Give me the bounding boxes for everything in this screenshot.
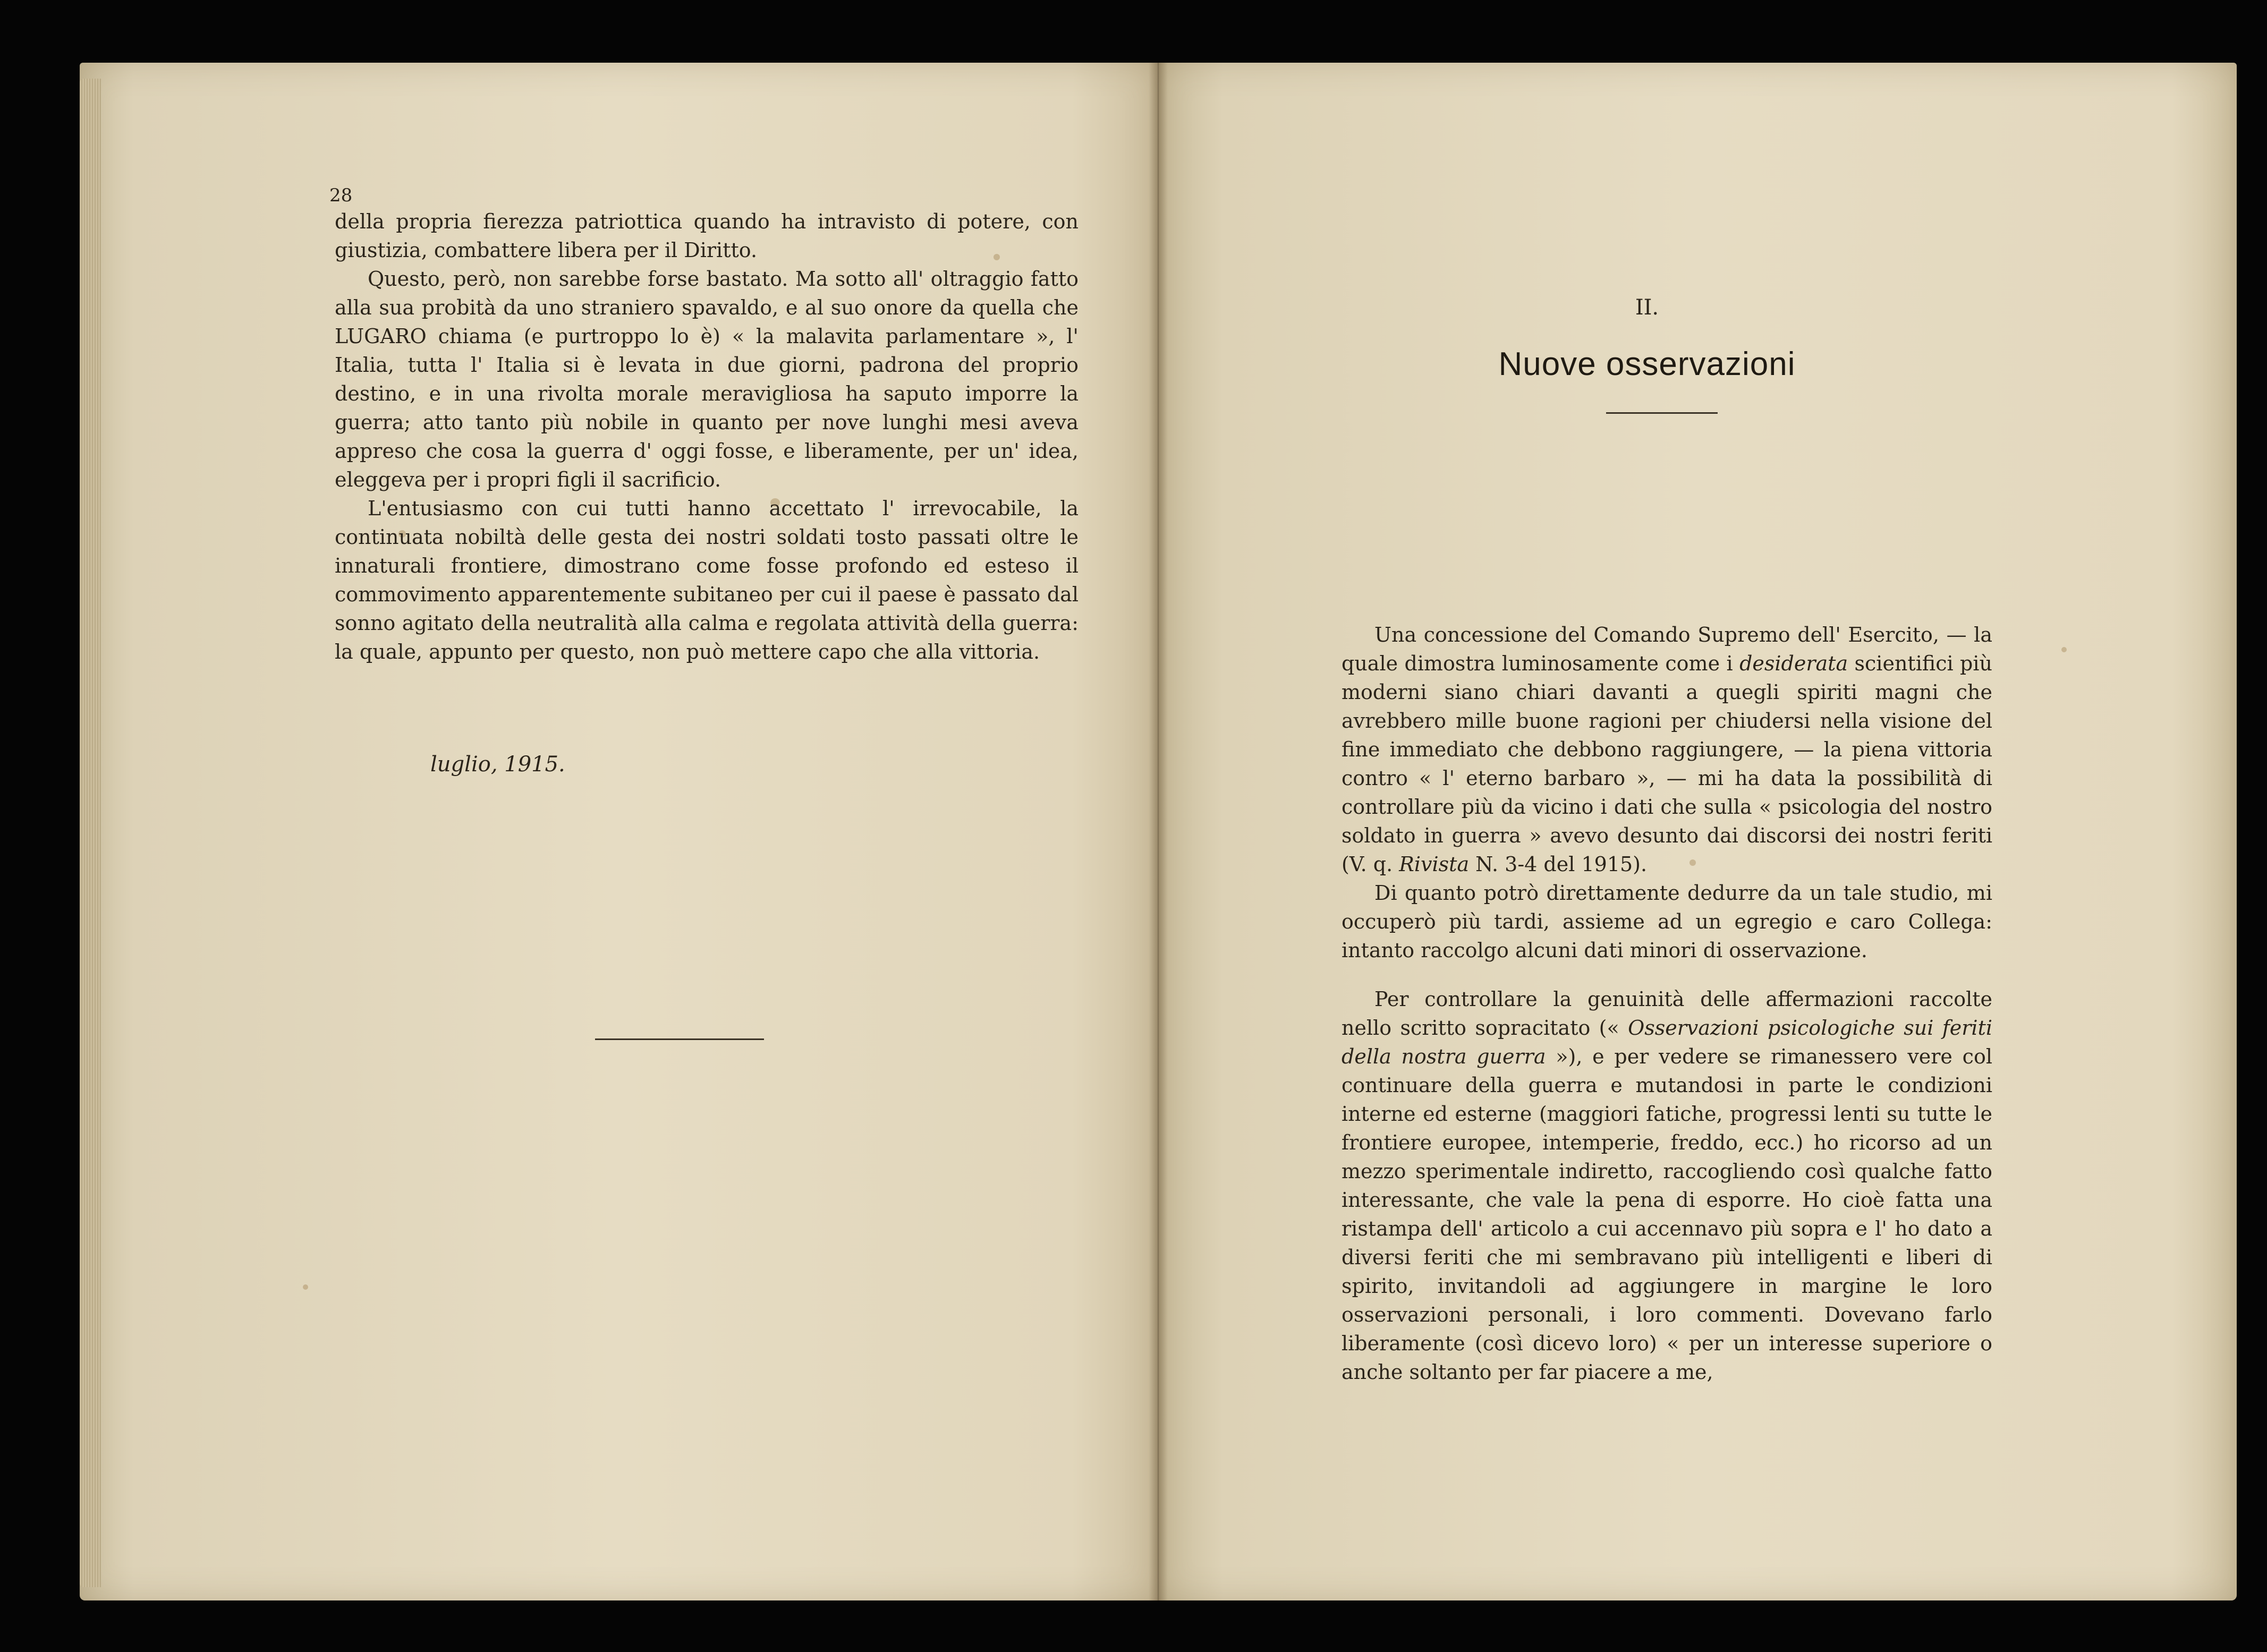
left-page-body (335, 207, 1079, 666)
italic-run: Osservazioni psicologiche sui feriti della nostra guerra (1341, 1016, 1993, 1068)
page-edges (80, 79, 101, 1587)
title-rule (1606, 412, 1718, 414)
paragraph: della propria fierezza patriottica quando ha intravisto di potere, con giustizia, combattere libera per il Diritto. (335, 210, 1079, 262)
text-run: Una concessione del Comando Supremo dell' Esercito, — la quale dimostra luminosamente come i (1341, 623, 1992, 675)
right-section-2 (1341, 985, 1992, 1386)
chapter-number: II. (1635, 295, 1659, 320)
paragraph (1341, 620, 1992, 879)
paragraph: Questo, però, non sarebbe forse bastato. Ma sotto all' oltraggio fatto alla sua probità da uno straniero spavaldo, e al suo onore da quella che LUGARO chiama (e purtroppo lo è) « la malavita parlamentare », l' Italia, tutta l' Italia si è levata in due giorni, padrona del proprio destino, e in una rivolta morale meravigliosa ha saputo imporre la guerra; atto tanto più nobile in quanto per nove lunghi mesi aveva appreso che cosa la guerra d' oggi fosse, e liberamente, per un' idea, eleggeva per i propri figli il sacrificio. (335, 267, 1079, 491)
right-section-1 (1341, 620, 1992, 965)
text-run: scientifici più moderni siano chiari davanti a quegli spiriti magni che avrebbero mille buone ragioni per chiudersi nella visione del fine immediato che debbono raggiungere, — la piena vittoria contro « l' eterno barbaro », — mi ha data la possibilità di controllare più da vicino i dati che sulla « psicologia del nostro soldato in guerra » avevo desunto dai discorsi dei nostri feriti (V. q. (1341, 652, 1992, 876)
left-page (80, 63, 1158, 1600)
italic-run: Rivista (1399, 853, 1470, 876)
paragraph (1341, 985, 1992, 1386)
date-signature: luglio, 1915. (430, 752, 565, 777)
italic-run: desiderata (1739, 652, 1848, 675)
paragraph: L'entusiasmo con cui tutti hanno accettato l' irrevocabile, la continuata nobiltà delle gesta dei nostri soldati tosto passati oltre le innaturali frontiere, dimostrano come fosse profondo ed esteso il commovimento apparentemente subitaneo per cui il paese è passato dal sonno agitato della neutralità alla calma e regolata attività della guerra: la quale, appunto per questo, non può mettere capo che alla vittoria. (335, 497, 1079, 663)
page-number: 28 (329, 185, 353, 206)
stain (2061, 647, 2067, 652)
chapter-title: Nuove osservazioni (1498, 346, 1796, 382)
stain (303, 1284, 308, 1290)
book-gutter (1149, 63, 1168, 1600)
text-run: Per controllare la genuinità delle affermazioni raccolte nello scritto sopracitato (« (1341, 987, 1992, 1040)
paragraph: Di quanto potrò direttamente dedurre da un tale studio, mi occuperò più tardi, assieme ad un egregio e caro Collega: intanto raccolgo alcuni dati minori di osservazione. (1341, 881, 1992, 962)
text-run: »), e per vedere se rimanessero vere col continuare della guerra e mutandosi in parte le condizioni interne ed esterne (maggiori fatiche, progressi lenti su tutte le frontiere europee, intemperie, freddo, ecc.) ho ricorso ad un mezzo sperimentale indiretto, raccogliendo così qualche fatto interessante, che vale la pena di esporre. Ho cioè fatta una ristampa dell' articolo a cui accennavo più sopra e l' ho dato a diversi feriti che mi sembravano più intelligenti e liberi di spirito, invitandoli ad aggiungere in margine le loro osservazioni personali, i loro commenti. Dovevano farlo liberamente (così dicevo loro) « per un interesse superiore o anche soltanto per far piacere a me, (1341, 1045, 1992, 1384)
text-run: N. 3-4 del 1915). (1469, 853, 1648, 876)
end-rule (595, 1038, 764, 1040)
